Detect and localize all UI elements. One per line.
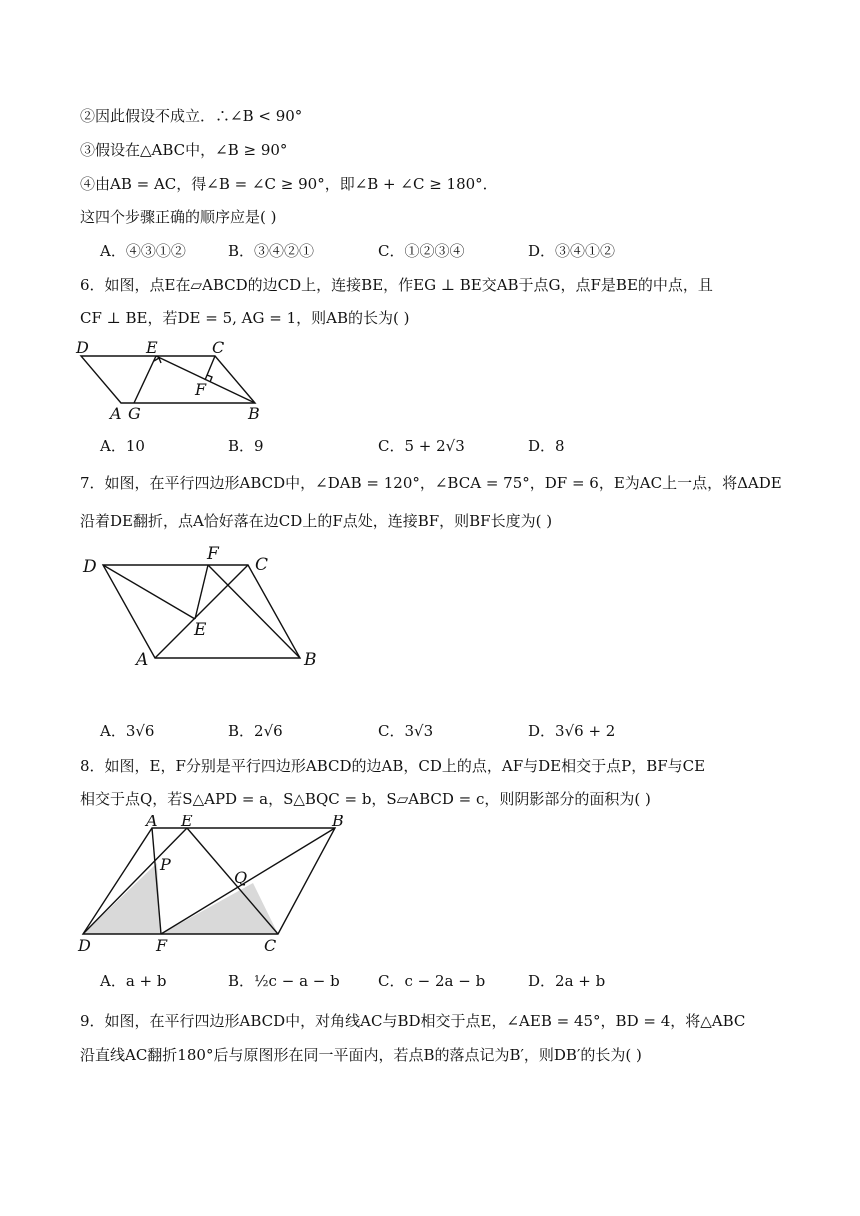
q8-figure [70, 815, 360, 955]
q7-segment-fb [208, 565, 300, 658]
q7-option-a[interactable]: A．3√6 [100, 722, 155, 740]
q8-option-c[interactable]: C．c − 2a − b [378, 972, 486, 990]
q6-label-f: F [195, 380, 207, 399]
q7-label-f: F [207, 544, 219, 564]
q6-label-d: D [76, 338, 89, 357]
step-3-text: ③假设在△ABC中，∠B ≥ 90° [80, 141, 288, 159]
q8-label-p: P [160, 855, 171, 874]
q6-option-b[interactable]: B．9 [228, 437, 264, 455]
q7-label-c: C [255, 555, 269, 575]
q8-shaded-triangle-right [161, 883, 278, 934]
q6-option-a[interactable]: A．10 [100, 437, 145, 455]
q7-label-d: D [83, 557, 97, 577]
q8-label-q: Q [234, 868, 248, 887]
q7-label-e: E [194, 620, 207, 640]
option-c[interactable]: C．①②③④ [378, 242, 465, 260]
order-question: 这四个步骤正确的顺序应是( ) [80, 208, 277, 226]
q8-option-a[interactable]: A．a + b [100, 972, 167, 990]
q7-option-b[interactable]: B．2√6 [228, 722, 283, 740]
step-4-text: ④由AB = AC，得∠B = ∠C ≥ 90°，即∠B + ∠C ≥ 180°． [80, 175, 498, 193]
q6-label-g: G [128, 404, 141, 423]
q6-text-line2: CF ⊥ BE，若DE = 5, AG = 1，则AB的长为( ) [80, 309, 410, 327]
q8-label-a: A [146, 815, 158, 830]
q7-text-line2: 沿着DE翻折，点A恰好落在边CD上的F点处，连接BF，则BF长度为( ) [80, 512, 553, 530]
q8-text-line1: 8．如图，E，F分别是平行四边形ABCD的边AB，CD上的点，AF与DE相交于点P，BF与CE [80, 757, 706, 775]
q6-parallelogram [81, 356, 255, 403]
q8-label-b: B [332, 815, 344, 830]
option-d[interactable]: D．③④①② [528, 242, 616, 260]
q7-figure [75, 540, 325, 670]
option-b[interactable]: B．③④②① [228, 242, 315, 260]
q8-label-e: E [181, 815, 193, 830]
q6-text-line1: 6．如图，点E在▱ABCD的边CD上，连接BE，作EG ⊥ BE交AB于点G，点F是BE的中点，且 [80, 276, 713, 294]
q6-segment-eg [134, 356, 156, 403]
q6-label-e: E [146, 338, 158, 357]
q6-label-b: B [248, 404, 260, 423]
q6-figure [70, 335, 280, 425]
q8-option-d[interactable]: D．2a + b [528, 972, 606, 990]
q6-option-d[interactable]: D．8 [528, 437, 565, 455]
q6-label-a: A [110, 404, 122, 423]
q9-text-line1: 9．如图，在平行四边形ABCD中，对角线AC与BD相交于点E，∠AEB = 45°，BD = 4，将△ABC [80, 1012, 746, 1030]
q7-label-a: A [136, 650, 149, 670]
q6-option-c[interactable]: C．5 + 2√3 [378, 437, 465, 455]
q8-label-f: F [156, 936, 168, 955]
q7-segment-de [103, 565, 195, 619]
q7-diagonal-ac [155, 565, 248, 658]
q8-label-c: C [264, 936, 277, 955]
q9-text-line2: 沿直线AC翻折180°后与原图形在同一平面内，若点B的落点记为B′，则DB′的长为( ) [80, 1046, 642, 1064]
q7-option-d[interactable]: D．3√6 + 2 [528, 722, 616, 740]
q8-label-d: D [78, 936, 91, 955]
q7-option-c[interactable]: C．3√3 [378, 722, 434, 740]
option-a[interactable]: A．④③①② [100, 242, 186, 260]
q8-text-line2: 相交于点Q，若S△APD = a，S△BQC = b，S▱ABCD = c，则阴影部分的面积为( ) [80, 790, 651, 808]
q6-label-c: C [212, 338, 225, 357]
step-2-text: ②因此假设不成立．∴∠B < 90° [80, 107, 303, 125]
q7-label-b: B [304, 650, 317, 670]
q7-text-line1: 7．如图，在平行四边形ABCD中，∠DAB = 120°，∠BCA = 75°，DF = 6，E为AC上一点，将ΔADE [80, 474, 782, 492]
q8-option-b[interactable]: B．½c − a − b [228, 972, 340, 990]
